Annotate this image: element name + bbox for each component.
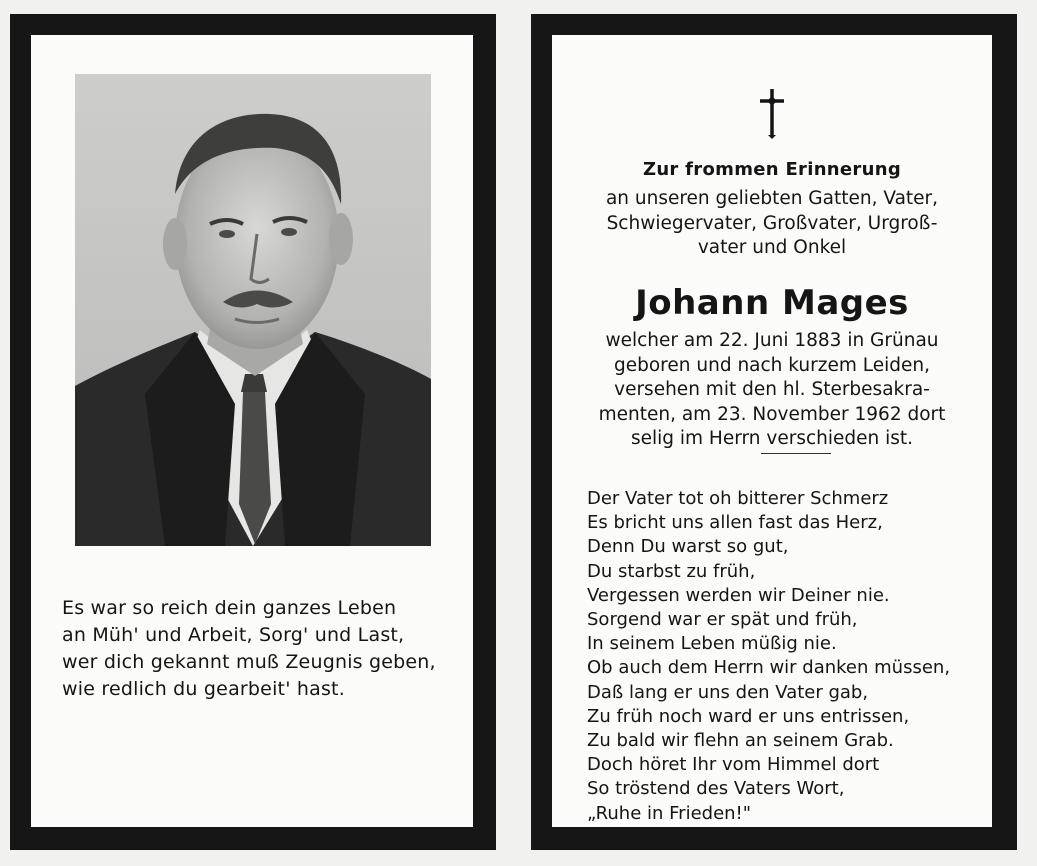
left-poem-line: an Müh' und Arbeit, Sorg' und Last,	[62, 624, 405, 646]
left-poem-line: Es war so reich dein ganzes Leben	[62, 597, 397, 619]
intro-text	[552, 187, 992, 261]
right-poem-line: Zu früh noch ward er uns entrissen,	[587, 705, 910, 727]
right-poem-line: Zu bald wir flehn an seinem Grab.	[587, 730, 894, 752]
right-poem-line: Es bricht uns allen fast das Herz,	[587, 512, 883, 534]
intro-line: Schwiegervater, Großvater, Urgroß-	[606, 212, 938, 234]
deceased-name: Johann Mages	[635, 283, 909, 323]
portrait-photo	[75, 74, 431, 546]
bio-line: selig im Herrn verschieden ist.	[630, 428, 914, 449]
right-card-inner	[552, 35, 992, 827]
bio-text	[552, 329, 992, 452]
right-poem-line: Vergessen werden wir Deiner nie.	[587, 584, 890, 606]
right-poem-line: Doch höret Ihr vom Himmel dort	[587, 754, 880, 776]
intro-line: an unseren geliebten Gatten, Vater,	[605, 188, 939, 209]
right-card	[531, 14, 1017, 850]
heading: Zur frommen Erinnerung	[642, 159, 902, 180]
bio-line: geboren und nach kurzem Leiden,	[614, 354, 930, 376]
left-card-inner	[31, 35, 473, 827]
right-poem-line: Der Vater tot oh bitterer Schmerz	[587, 488, 889, 509]
right-poem-line: Du starbst zu früh,	[587, 560, 756, 582]
right-poem-line: Denn Du warst so gut,	[587, 536, 789, 558]
bio-line: menten, am 23. November 1962 dort	[598, 403, 946, 425]
right-poem-line: So tröstend des Vaters Wort,	[587, 778, 845, 800]
bio-line: versehen mit den hl. Sterbesakra-	[614, 379, 930, 400]
left-poem	[62, 595, 462, 703]
right-poem-line: „Ruhe in Frieden!"	[587, 802, 752, 824]
right-poem-line: Ob auch dem Herrn wir danken müssen,	[587, 657, 951, 679]
right-poem-line: Daß lang er uns den Vater gab,	[587, 681, 869, 703]
right-poem	[587, 487, 997, 826]
bio-line: welcher am 22. Juni 1883 in Grünau	[605, 330, 939, 351]
right-poem-line: Sorgend war er spät und früh,	[587, 609, 858, 631]
left-poem-line: wie redlich du gearbeit' hast.	[62, 678, 345, 700]
left-poem-line: wer dich gekannt muß Zeugnis geben,	[62, 651, 436, 673]
cross-icon	[552, 87, 992, 143]
portrait-illustration	[75, 74, 431, 546]
divider	[761, 453, 831, 454]
intro-line: vater und Onkel	[697, 237, 847, 258]
right-poem-line: In seinem Leben müßig nie.	[587, 633, 837, 655]
left-card	[10, 14, 496, 850]
